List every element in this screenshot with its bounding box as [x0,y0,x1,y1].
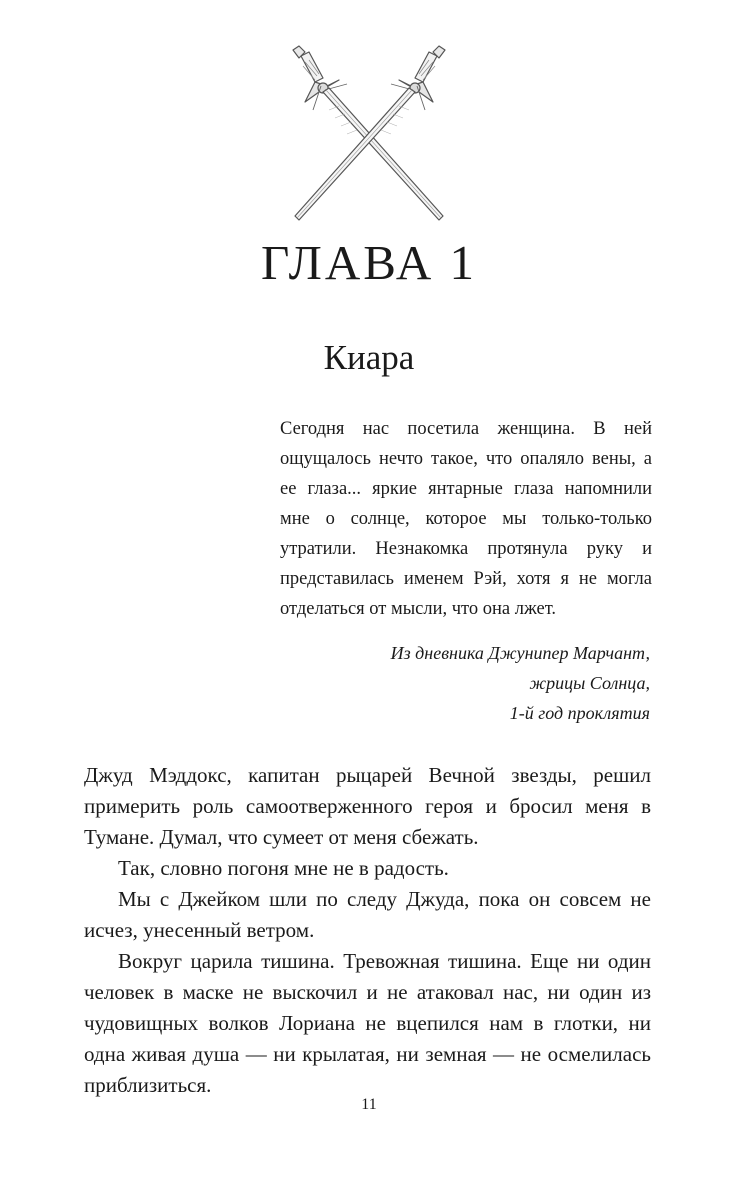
epigraph [280,414,652,624]
body-paragraph: Джуд Мэддокс, капитан рыцарей Вечной звезды, решил примерить роль самоотверженного героя и бросил меня в Тумане. Думал, что сумеет от меня сбежать. [84,763,651,849]
epigraph-source [280,638,650,728]
chapter-title: ГЛАВА 1 [261,235,477,290]
body-paragraph: Так, словно погоня мне не в радость. [118,856,449,880]
epigraph-source-line: Из дневника Джунипер Марчант, [390,643,650,663]
crossed-swords-icon [269,40,469,235]
epigraph-source-line: жрицы Солнца, [529,673,650,693]
chapter-subtitle: Киара [323,338,415,377]
body-text [84,760,651,1101]
page-number: 11 [361,1096,377,1113]
body-paragraph: Вокруг царила тишина. Тревожная тишина. Еще ни один человек в маске не выскочил и не атаковал нас, ни один из чудовищных волков Лориана не вцепился нам в глотки, ни одна живая душа — ни крылатая, ни земная — не осмелилась приблизиться. [84,949,651,1097]
epigraph-text: Сегодня нас посетила женщина. В ней ощущалось нечто такое, что опаляло вены, а ее глаза... яркие янтарные глаза напомнили мне о солнце, которое мы только-только утратили. Незнакомка протянула руку и представилась именем Рэй, хотя я не могла отделаться от мысли, что она лжет. [280,419,652,619]
body-paragraph: Мы с Джейком шли по следу Джуда, пока он совсем не исчез, унесенный ветром. [84,887,651,942]
epigraph-source-line: 1-й год проклятия [509,703,650,723]
